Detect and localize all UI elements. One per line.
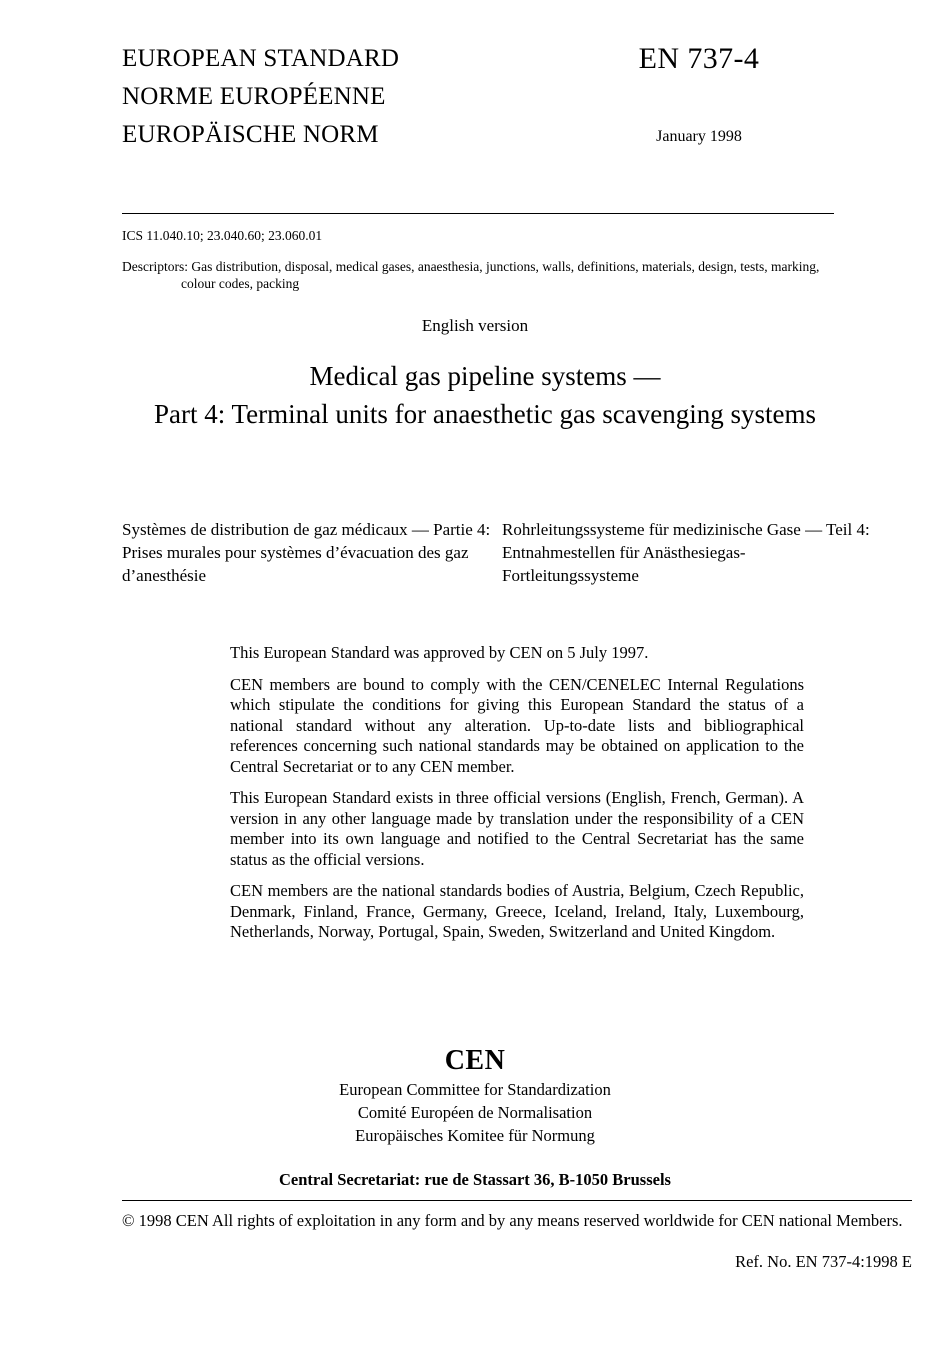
standard-title-de: EUROPÄISCHE NORM [122,121,379,148]
cen-name-en: European Committee for Standardization [339,1080,611,1099]
paragraph-approval: This European Standard was approved by CEN on 5 July 1997. [230,643,649,662]
header-row [122,40,834,154]
paragraph-versions: This European Standard exists in three official versions (English, French, German). A version in any other language made by translation under the responsibility of a CEN member into its own language and notified to the Central Secretariat has the same status as the official versions. [230,788,804,869]
cen-name-de: Europäisches Komitee für Normung [355,1126,595,1145]
page-title-line-1: Medical gas pipeline systems — [309,361,661,391]
standard-titles [122,40,542,154]
descriptors-text-line-2: colour codes, packing [181,276,300,291]
header-divider [122,213,834,214]
cen-secretariat-address: Central Secretariat: rue de Stassart 36, B-1050 Brussels [279,1170,671,1189]
footer-divider [122,1200,912,1201]
descriptors-label: Descriptors: [122,259,188,274]
page-title [70,360,900,431]
standard-title-fr: NORME EUROPÉENNE [122,83,386,110]
publication-date: January 1998 [656,128,742,145]
ics-codes: ICS 11.040.10; 23.040.60; 23.060.01 [122,228,323,243]
standard-reference [564,40,834,146]
page-title-line-2: Part 4: Terminal units for anaesthetic gas scavenging systems [154,399,816,429]
cen-name-fr: Comité Européen de Normalisation [357,1103,593,1122]
bilingual-titles [122,518,882,587]
document-header [122,40,834,154]
copyright-notice: © 1998 CEN All rights of exploitation in any form and by any means reserved worldwide for CEN national Members. [122,1211,903,1230]
cen-footer [0,1045,950,1146]
paragraph-obligations: CEN members are bound to comply with the CEN/CENELEC Internal Regulations which stipulate the conditions for giving this European Standard the status of a national standard without any alteration. Up-to-date lists and bibliographical references concerning such national standards may be obtained on application to the Central Secretariat or to any CEN member. [230,674,804,776]
title-french: Systèmes de distribution de gaz médicaux — Partie 4: Prises murales pour systèmes d’évacuation des gaz d’anesthésie [122,520,491,585]
approval-text [230,643,804,943]
descriptors-text-line-1: Gas distribution, disposal, medical gases, anaesthesia, junctions, walls, definitions, materials, design, tests, marking, [191,259,820,274]
title-german: Rohrleitungssysteme für medizinische Gase — Teil 4: Entnahmestellen für Anästhesiegas-Fortleitungssysteme [502,520,870,585]
standard-title-en: EUROPEAN STANDARD [122,45,400,72]
cen-logo: CEN [444,1045,506,1076]
standard-number: EN 737-4 [638,42,760,75]
descriptors-line-1 [122,258,912,276]
reference-number: Ref. No. EN 737-4:1998 E [735,1252,912,1271]
descriptors [122,258,912,293]
paragraph-members: CEN members are the national standards bodies of Austria, Belgium, Czech Republic, Denmark, Finland, France, Germany, Greece, Iceland, Ireland, Italy, Luxembourg, Netherlands, Norway, Portugal, Spain, Sweden, Switzerland and United Kingdom. [230,881,804,941]
english-version-label: English version [421,316,529,335]
